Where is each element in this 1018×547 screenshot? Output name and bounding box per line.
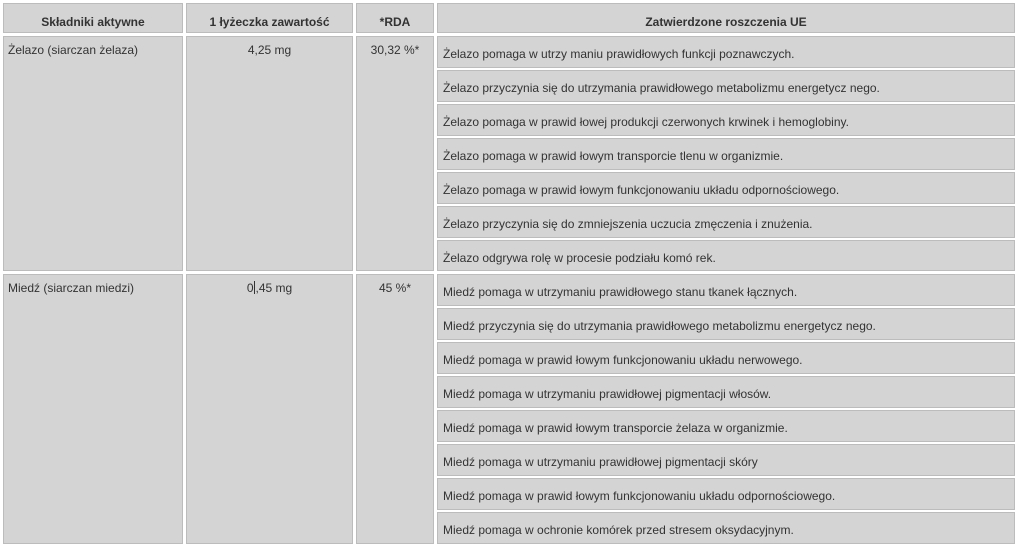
ingredient-iron: Żelazo (siarczan żelaza) bbox=[3, 36, 183, 271]
header-ingredients: Składniki aktywne bbox=[3, 3, 183, 33]
claim-iron-2: Żelazo przyczynia się do utrzymania prawidłowego metabolizmu energetycz nego. bbox=[437, 70, 1015, 102]
header-claims: Zatwierdzone roszczenia UE bbox=[437, 3, 1015, 33]
header-amount: 1 łyżeczka zawartość bbox=[186, 3, 353, 33]
rda-copper: 45 %* bbox=[356, 274, 434, 544]
claim-copper-5: Miedź pomaga w prawid łowym transporcie żelaza w organizmie. bbox=[437, 410, 1015, 442]
claim-iron-7: Żelazo odgrywa rolę w procesie podziału komó rek. bbox=[437, 240, 1015, 271]
header-rda: *RDA bbox=[356, 3, 434, 33]
amount-copper-part2: ,45 mg bbox=[255, 281, 293, 295]
claim-copper-1: Miedź pomaga w utrzymaniu prawidłowego stanu tkanek łącznych. bbox=[437, 274, 1015, 306]
claim-copper-7: Miedź pomaga w prawid łowym funkcjonowaniu układu odpornościowego. bbox=[437, 478, 1015, 510]
rda-iron: 30,32 %* bbox=[356, 36, 434, 271]
amount-copper-part1: 0 bbox=[246, 281, 254, 295]
claim-iron-6: Żelazo przyczynia się do zmniejszenia uczucia zmęczenia i znużenia. bbox=[437, 206, 1015, 238]
claim-iron-1: Żelazo pomaga w utrzy maniu prawidłowych funkcji poznawczych. bbox=[437, 36, 1015, 68]
claim-copper-2: Miedź przyczynia się do utrzymania prawidłowego metabolizmu energetycz nego. bbox=[437, 308, 1015, 340]
claim-copper-3: Miedź pomaga w prawid łowym funkcjonowaniu układu nerwowego. bbox=[437, 342, 1015, 374]
claim-iron-4: Żelazo pomaga w prawid łowym transporcie tlenu w organizmie. bbox=[437, 138, 1015, 170]
claim-iron-3: Żelazo pomaga w prawid łowej produkcji czerwonych krwinek i hemoglobiny. bbox=[437, 104, 1015, 136]
claim-copper-4: Miedź pomaga w utrzymaniu prawidłowej pigmentacji włosów. bbox=[437, 376, 1015, 408]
ingredient-copper: Miedź (siarczan miedzi) bbox=[3, 274, 183, 544]
claim-copper-6: Miedź pomaga w utrzymaniu prawidłowej pigmentacji skóry bbox=[437, 444, 1015, 476]
claim-iron-5: Żelazo pomaga w prawid łowym funkcjonowaniu układu odpornościowego. bbox=[437, 172, 1015, 204]
amount-iron: 4,25 mg bbox=[186, 36, 353, 271]
claim-copper-8: Miedź pomaga w ochronie komórek przed stresem oksydacyjnym. bbox=[437, 512, 1015, 544]
amount-copper[interactable] bbox=[186, 274, 353, 544]
